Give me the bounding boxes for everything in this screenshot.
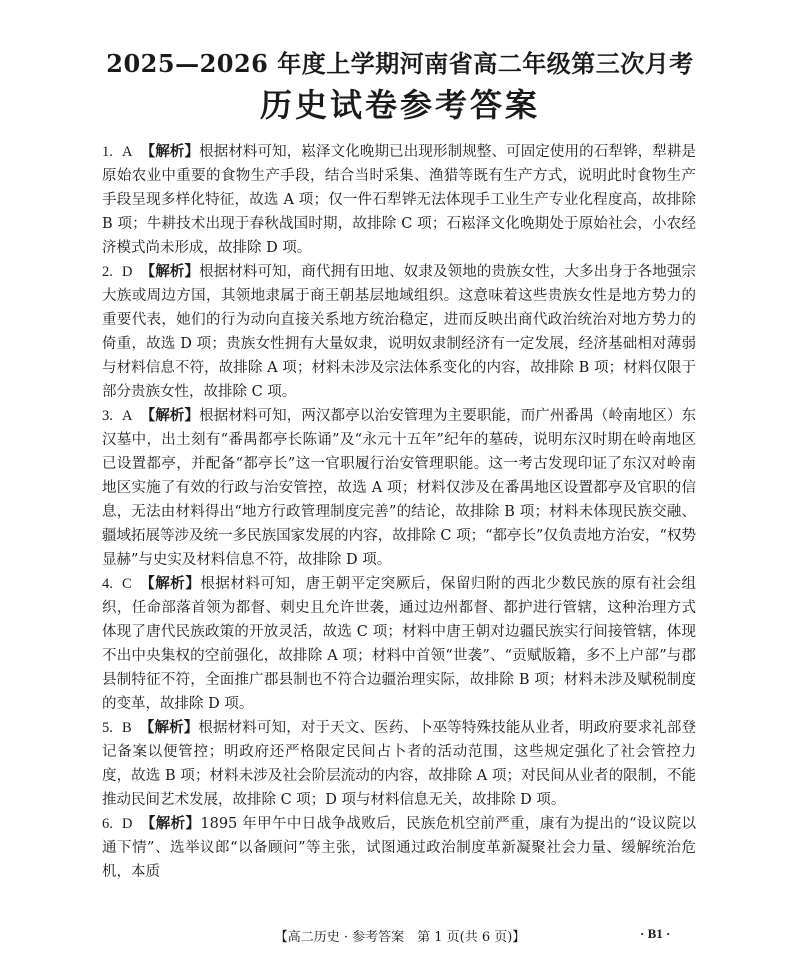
question-number: 5. xyxy=(102,720,113,736)
answer-letter: D xyxy=(122,264,133,280)
analysis-text: 1895 年甲午中日战争战败后，民族危机空前严重，康有为提出的“设议院以通下情”、选举议郎“以备顾问”等主张，试图通过政治制度革新凝聚社会力量、缓解统治危机，本质 xyxy=(102,816,697,880)
analysis-tag: 【解析】 xyxy=(139,719,199,736)
analysis-text: 根据材料可知，两汉都亭以治安管理为主要职能，而广州番禺（岭南地区）东汉墓中，出土刻有“番禺都亭长陈诵”及“永元十五年”纪年的墓砖，说明东汉时期在岭南地区已设置都亭，并配备“都亭长”这一官职履行治安管理职能。这一考古发现印证了东汉对岭南地区实施了有效的行政与治安管控，故选 A 项；材料仅涉及在番禺地区设置都亭及官职的信息，无法由材料得出“地方行政管理制度完善”的结论，故排除 B 项；材料未体现民族交融、疆域拓展等涉及统一多民族国家发展的内容，故排除 C 项；“都亭长”仅负责地方治安，“权势显赫”与史实及材料信息不符，故排除 D 项。 xyxy=(102,408,696,568)
analysis-tag: 【解析】 xyxy=(139,575,201,592)
analysis-text: 根据材料可知，对于天文、医药、卜巫等特殊技能从业者，明政府要求礼部登记备案以便管控；明政府还严格限定民间占卜者的活动范围，这些规定强化了社会管控力度，故选 B 项；材料未涉及社会阶层流动的内容，故排除 A 项；对民间从业者的限制，不能推动民间艺术发展，故排除 C 项；D 项与材料信息无关，故排除 D 项。 xyxy=(102,720,696,808)
document-subtitle: 历史试卷参考答案 xyxy=(259,86,540,124)
question-number: 2. xyxy=(102,264,113,280)
answer-item-5 xyxy=(102,716,696,812)
footer-code: · B1 · xyxy=(640,926,671,941)
question-number: 3. xyxy=(102,408,113,424)
footer-page-info: 【高二历史 · 参考答案 第 1 页(共 6 页)】 xyxy=(274,930,526,945)
question-number: 4. xyxy=(102,576,113,592)
analysis-tag: 【解析】 xyxy=(140,407,200,424)
exam-title: 2025—2026 年度上学期河南省高二年级第三次月考 xyxy=(106,49,694,78)
analysis-tag: 【解析】 xyxy=(140,815,201,832)
analysis-text: 根据材料可知，崧泽文化晚期已出现形制规整、可固定使用的石犁铧，犁耕是原始农业中重要的食物生产手段，结合当时采集、渔猎等既有生产方式，说明此时食物生产手段呈现多样化特征，故选 A 项；仅一件石犁铧无法体现手工业生产专业化程度高，故排除 B 项；牛耕技术出现于春秋战国时期，故排除 C 项；石崧泽文化晚期处于原始社会，小农经济模式尚未形成，故排除 D 项。 xyxy=(102,144,696,256)
question-number: 1. xyxy=(102,144,113,160)
answer-list xyxy=(102,140,696,884)
answer-letter: A xyxy=(122,144,133,160)
answer-item-6 xyxy=(102,812,696,884)
analysis-tag: 【解析】 xyxy=(140,263,200,280)
answer-item-3 xyxy=(102,404,696,572)
analysis-text: 根据材料可知，商代拥有田地、奴隶及领地的贵族女性，大多出身于各地强宗大族或周边方国，其领地隶属于商王朝基层地域组织。这意味着这些贵族女性是地方势力的重要代表，她们的行为动向直接关系地方统治稳定，进而反映出商代政治统治对地方势力的倚重，故选 D 项；贵族女性拥有大量奴隶，说明奴隶制经济有一定发展，经济基础相对薄弱与材料信息不符，故排除 A 项；材料未涉及宗法体系变化的内容，故排除 B 项；材料仅限于部分贵族女性，故排除 C 项。 xyxy=(102,264,696,400)
question-number: 6. xyxy=(102,816,113,832)
answer-letter: A xyxy=(122,408,133,424)
answer-letter: B xyxy=(122,720,132,736)
answer-item-4 xyxy=(102,572,696,716)
answer-letter: C xyxy=(122,576,132,592)
answer-letter: D xyxy=(122,816,133,832)
analysis-tag: 【解析】 xyxy=(140,143,200,160)
answer-item-1 xyxy=(102,140,696,260)
analysis-text: 根据材料可知，唐王朝平定突厥后，保留归附的西北少数民族的原有社会组织，任命部落首领为都督、刺史且允许世袭，通过边州都督、都护进行管辖，这种治理方式体现了唐代民族政策的开放灵活，故选 C 项；材料中唐王朝对边疆民族实行间接管辖，体现不出中央集权的空前强化，故排除 A 项；材料中首领“世袭”、“贡赋版籍，多不上户部”与郡县制特征不符，全面推广郡县制也不符合边疆治理实际，故排除 B 项；材料未涉及赋税制度的变革，故排除 D 项。 xyxy=(102,576,697,712)
answer-item-2 xyxy=(102,260,696,404)
